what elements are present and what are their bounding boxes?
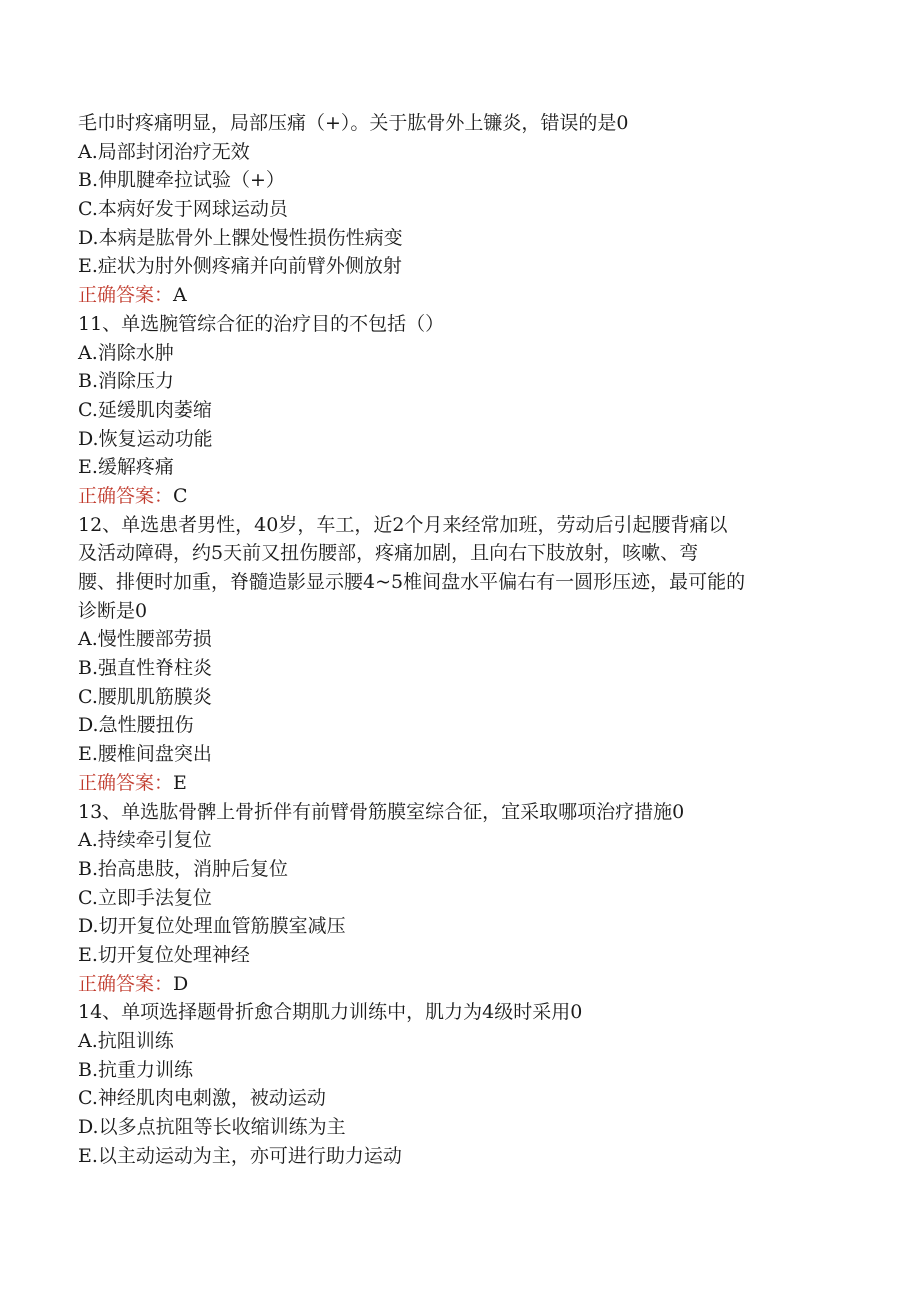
answer-label: 正确答案： bbox=[78, 771, 174, 794]
answer-line bbox=[78, 281, 848, 310]
option-e: E.切开复位处理神经 bbox=[78, 943, 250, 966]
option-d: D.以多点抗阻等长收缩训练为主 bbox=[78, 1116, 346, 1139]
question-stem: 11、单选腕管综合征的治疗目的不包括（） bbox=[78, 312, 445, 335]
question-block bbox=[78, 511, 848, 798]
option-d: D.本病是肱骨外上髁处慢性损伤性病变 bbox=[78, 226, 403, 249]
option-e: E.腰椎间盘突出 bbox=[78, 743, 212, 766]
answer-label: 正确答案： bbox=[78, 484, 174, 507]
option-b: B.强直性脊柱炎 bbox=[78, 657, 213, 680]
question-block bbox=[78, 998, 848, 1170]
question-stem: 毛巾时疼痛明显，局部压痛（+）。关于肱骨外上镰炎，错误的是0 bbox=[78, 112, 629, 134]
option-a: A.慢性腰部劳损 bbox=[78, 628, 212, 651]
answer-value: C bbox=[173, 484, 188, 507]
question-block bbox=[78, 310, 848, 511]
option-a: A.局部封闭治疗无效 bbox=[78, 140, 250, 163]
document-page bbox=[78, 109, 848, 1170]
option-b: B.抬高患肢，消肿后复位 bbox=[78, 857, 289, 880]
question-block bbox=[78, 798, 848, 999]
question-stem-line: 腰、排便时加重，脊髓造影显示腰4~5椎间盘水平偏右有一圆形压迹，最可能的 bbox=[78, 571, 746, 593]
option-d: D.恢复运动功能 bbox=[78, 427, 213, 450]
answer-value: E bbox=[173, 771, 187, 794]
option-a: A.消除水肿 bbox=[78, 341, 174, 364]
answer-line bbox=[78, 970, 848, 999]
option-a: A.持续牵引复位 bbox=[78, 829, 212, 852]
option-c: C.延缓肌肉萎缩 bbox=[78, 398, 212, 421]
question-stem: 14、单项选择题骨折愈合期肌力训练中，肌力为4级时采用0 bbox=[78, 1001, 583, 1024]
answer-line bbox=[78, 482, 848, 511]
answer-label: 正确答案： bbox=[78, 972, 174, 995]
option-b: B.抗重力训练 bbox=[78, 1058, 194, 1081]
option-c: C.神经肌肉电刺激，被动运动 bbox=[78, 1087, 326, 1110]
option-d: D.急性腰扭伤 bbox=[78, 714, 194, 737]
option-c: C.本病好发于网球运动员 bbox=[78, 198, 288, 221]
answer-value: D bbox=[173, 972, 189, 995]
option-e: E.以主动运动为主，亦可进行助力运动 bbox=[78, 1144, 402, 1167]
option-b: B.消除压力 bbox=[78, 370, 175, 393]
option-c: C.腰肌肌筋膜炎 bbox=[78, 685, 212, 708]
answer-line bbox=[78, 769, 848, 798]
option-b: B.伸肌腱牵拉试验（+） bbox=[78, 169, 285, 192]
option-a: A.抗阻训练 bbox=[78, 1030, 174, 1052]
option-e: E.缓解疼痛 bbox=[78, 456, 174, 479]
answer-value: A bbox=[173, 284, 187, 307]
answer-label: 正确答案： bbox=[78, 284, 174, 307]
question-block bbox=[78, 109, 848, 310]
question-stem-line: 12、单选患者男性，40岁，车工，近2个月来经常加班，劳动后引起腰背痛以 bbox=[78, 513, 728, 536]
option-d: D.切开复位处理血管筋膜室减压 bbox=[78, 915, 346, 938]
option-e: E.症状为肘外侧疼痛并向前臂外侧放射 bbox=[78, 255, 402, 278]
question-stem-line: 及活动障碍，约5天前又扭伤腰部，疼痛加剧，且向右下肢放射，咳嗽、弯 bbox=[78, 542, 699, 565]
question-stem: 13、单选肱骨髀上骨折伴有前臂骨筋膜室综合征，宜采取哪项治疗措施0 bbox=[78, 800, 685, 823]
question-stem-line: 诊断是0 bbox=[78, 599, 148, 622]
option-c: C.立即手法复位 bbox=[78, 886, 212, 909]
